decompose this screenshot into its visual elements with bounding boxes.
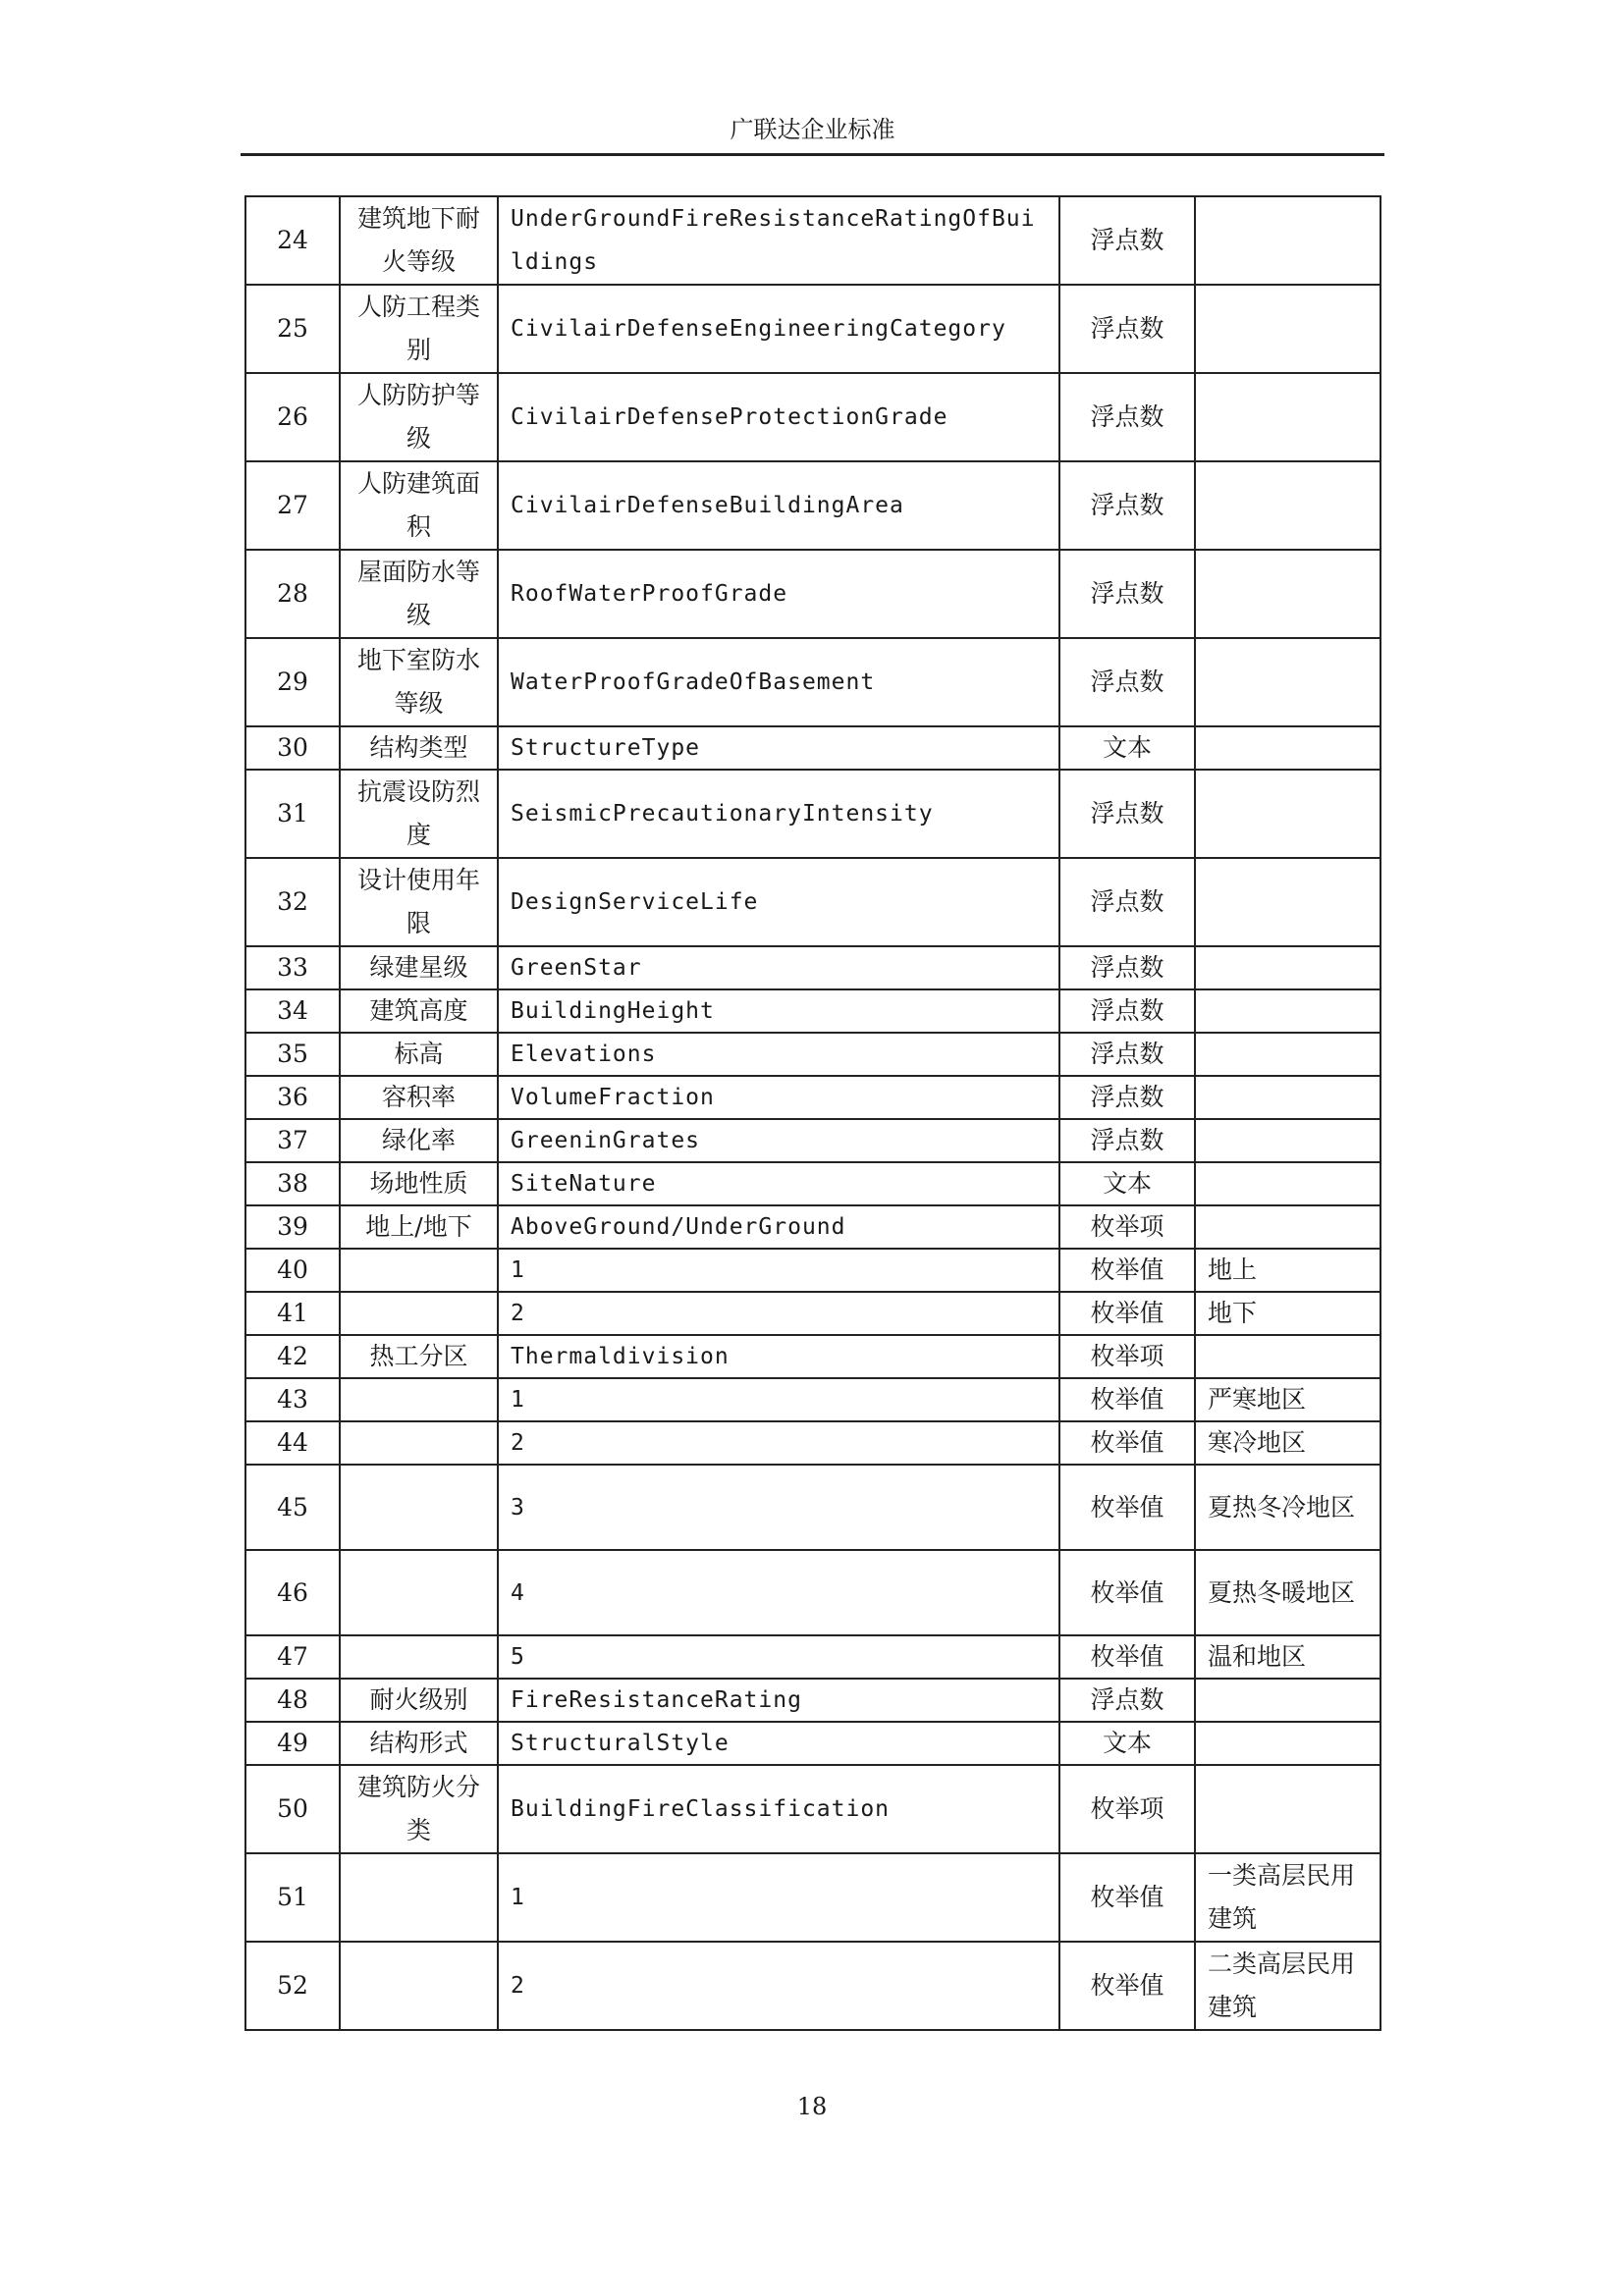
cell-english-code: AboveGround/UnderGround <box>498 1205 1059 1249</box>
table-row <box>245 1421 1380 1465</box>
cell-description <box>1195 1076 1380 1119</box>
cell-data-type: 枚举值 <box>1059 1853 1195 1942</box>
table-row <box>245 858 1380 946</box>
cell-english-code: GreenStar <box>498 946 1059 989</box>
cell-english-code: VolumeFraction <box>498 1076 1059 1119</box>
cell-chinese-name <box>340 1421 498 1465</box>
cell-number: 38 <box>245 1162 340 1205</box>
cell-chinese-name <box>340 1249 498 1292</box>
cell-chinese-name: 建筑地下耐火等级 <box>340 196 498 285</box>
table-row <box>245 1162 1380 1205</box>
cell-data-type: 枚举值 <box>1059 1635 1195 1679</box>
cell-number: 43 <box>245 1378 340 1421</box>
table-row <box>245 1722 1380 1765</box>
cell-number: 51 <box>245 1853 340 1942</box>
cell-description <box>1195 638 1380 726</box>
table-row <box>245 1679 1380 1722</box>
table-row <box>245 726 1380 770</box>
cell-data-type: 枚举值 <box>1059 1421 1195 1465</box>
cell-description <box>1195 1335 1380 1378</box>
cell-data-type: 枚举值 <box>1059 1292 1195 1335</box>
cell-description: 地下 <box>1195 1292 1380 1335</box>
cell-english-code: CivilairDefenseEngineeringCategory <box>498 285 1059 373</box>
page-header <box>241 110 1384 156</box>
table-row <box>245 1335 1380 1378</box>
cell-data-type: 浮点数 <box>1059 1076 1195 1119</box>
cell-description <box>1195 726 1380 770</box>
cell-data-type: 文本 <box>1059 1722 1195 1765</box>
cell-description: 一类高层民用建筑 <box>1195 1853 1380 1942</box>
cell-english-code: UnderGroundFireResistanceRatingOfBuildings <box>498 196 1059 285</box>
cell-chinese-name: 屋面防水等级 <box>340 550 498 638</box>
cell-number: 30 <box>245 726 340 770</box>
cell-number: 28 <box>245 550 340 638</box>
cell-data-type: 浮点数 <box>1059 1033 1195 1076</box>
cell-english-code: 5 <box>498 1635 1059 1679</box>
cell-chinese-name: 耐火级别 <box>340 1679 498 1722</box>
cell-chinese-name: 人防工程类别 <box>340 285 498 373</box>
cell-chinese-name: 场地性质 <box>340 1162 498 1205</box>
document-title: 广联达企业标准 <box>730 116 895 143</box>
cell-chinese-name: 热工分区 <box>340 1335 498 1378</box>
cell-description <box>1195 1205 1380 1249</box>
cell-chinese-name: 建筑高度 <box>340 989 498 1033</box>
cell-chinese-name <box>340 1292 498 1335</box>
cell-english-code: CivilairDefenseBuildingArea <box>498 461 1059 550</box>
cell-number: 42 <box>245 1335 340 1378</box>
cell-data-type: 浮点数 <box>1059 1679 1195 1722</box>
cell-chinese-name: 设计使用年限 <box>340 858 498 946</box>
cell-data-type: 浮点数 <box>1059 858 1195 946</box>
cell-english-code: Thermaldivision <box>498 1335 1059 1378</box>
cell-number: 47 <box>245 1635 340 1679</box>
cell-data-type: 浮点数 <box>1059 1119 1195 1162</box>
cell-chinese-name: 地下室防水等级 <box>340 638 498 726</box>
cell-number: 31 <box>245 770 340 858</box>
cell-english-code: 4 <box>498 1550 1059 1635</box>
cell-english-code: CivilairDefenseProtectionGrade <box>498 373 1059 461</box>
cell-number: 41 <box>245 1292 340 1335</box>
table-row <box>245 989 1380 1033</box>
table-row <box>245 1635 1380 1679</box>
cell-description: 温和地区 <box>1195 1635 1380 1679</box>
cell-english-code: 2 <box>498 1942 1059 2030</box>
cell-number: 34 <box>245 989 340 1033</box>
table-row <box>245 1550 1380 1635</box>
cell-chinese-name: 容积率 <box>340 1076 498 1119</box>
cell-description: 夏热冬冷地区 <box>1195 1465 1380 1550</box>
cell-number: 48 <box>245 1679 340 1722</box>
table-row <box>245 196 1380 285</box>
cell-number: 32 <box>245 858 340 946</box>
table-row <box>245 1942 1380 2030</box>
table-row <box>245 285 1380 373</box>
cell-chinese-name: 抗震设防烈度 <box>340 770 498 858</box>
cell-chinese-name <box>340 1853 498 1942</box>
cell-data-type: 浮点数 <box>1059 946 1195 989</box>
cell-number: 50 <box>245 1765 340 1853</box>
cell-chinese-name <box>340 1465 498 1550</box>
cell-english-code: DesignServiceLife <box>498 858 1059 946</box>
cell-number: 26 <box>245 373 340 461</box>
cell-number: 35 <box>245 1033 340 1076</box>
cell-chinese-name: 地上/地下 <box>340 1205 498 1249</box>
cell-chinese-name: 结构形式 <box>340 1722 498 1765</box>
table-row <box>245 1033 1380 1076</box>
cell-description <box>1195 989 1380 1033</box>
cell-number: 29 <box>245 638 340 726</box>
cell-data-type: 浮点数 <box>1059 373 1195 461</box>
cell-data-type: 浮点数 <box>1059 196 1195 285</box>
cell-description: 夏热冬暖地区 <box>1195 1550 1380 1635</box>
cell-data-type: 浮点数 <box>1059 285 1195 373</box>
attribute-table <box>244 195 1381 2031</box>
cell-english-code: Elevations <box>498 1033 1059 1076</box>
cell-number: 45 <box>245 1465 340 1550</box>
table-row <box>245 946 1380 989</box>
cell-number: 33 <box>245 946 340 989</box>
cell-number: 36 <box>245 1076 340 1119</box>
cell-description <box>1195 1119 1380 1162</box>
cell-description: 地上 <box>1195 1249 1380 1292</box>
cell-english-code: 1 <box>498 1249 1059 1292</box>
cell-number: 37 <box>245 1119 340 1162</box>
cell-data-type: 文本 <box>1059 1162 1195 1205</box>
cell-english-code: 2 <box>498 1292 1059 1335</box>
cell-english-code: BuildingHeight <box>498 989 1059 1033</box>
cell-description: 二类高层民用建筑 <box>1195 1942 1380 2030</box>
table-row <box>245 1119 1380 1162</box>
cell-number: 46 <box>245 1550 340 1635</box>
cell-chinese-name <box>340 1942 498 2030</box>
cell-english-code: StructureType <box>498 726 1059 770</box>
cell-description <box>1195 1722 1380 1765</box>
cell-description: 寒冷地区 <box>1195 1421 1380 1465</box>
page-number: 18 <box>796 2093 828 2120</box>
cell-english-code: StructuralStyle <box>498 1722 1059 1765</box>
cell-chinese-name <box>340 1378 498 1421</box>
cell-data-type: 枚举项 <box>1059 1205 1195 1249</box>
cell-data-type: 枚举值 <box>1059 1465 1195 1550</box>
cell-data-type: 枚举值 <box>1059 1378 1195 1421</box>
cell-number: 40 <box>245 1249 340 1292</box>
table-row <box>245 1292 1380 1335</box>
cell-number: 52 <box>245 1942 340 2030</box>
cell-english-code: SeismicPrecautionaryIntensity <box>498 770 1059 858</box>
table-row <box>245 373 1380 461</box>
cell-chinese-name: 结构类型 <box>340 726 498 770</box>
cell-chinese-name <box>340 1550 498 1635</box>
cell-data-type: 枚举值 <box>1059 1550 1195 1635</box>
table-row <box>245 461 1380 550</box>
cell-description <box>1195 1162 1380 1205</box>
cell-number: 25 <box>245 285 340 373</box>
cell-number: 49 <box>245 1722 340 1765</box>
cell-description <box>1195 770 1380 858</box>
cell-chinese-name: 标高 <box>340 1033 498 1076</box>
table-row <box>245 1249 1380 1292</box>
table-row <box>245 1205 1380 1249</box>
cell-english-code: RoofWaterProofGrade <box>498 550 1059 638</box>
cell-data-type: 浮点数 <box>1059 638 1195 726</box>
cell-description <box>1195 285 1380 373</box>
cell-description <box>1195 858 1380 946</box>
cell-chinese-name: 绿化率 <box>340 1119 498 1162</box>
cell-data-type: 浮点数 <box>1059 989 1195 1033</box>
cell-number: 39 <box>245 1205 340 1249</box>
cell-number: 24 <box>245 196 340 285</box>
cell-number: 44 <box>245 1421 340 1465</box>
cell-description <box>1195 373 1380 461</box>
cell-data-type: 枚举值 <box>1059 1249 1195 1292</box>
cell-english-code: 3 <box>498 1465 1059 1550</box>
cell-english-code: 1 <box>498 1378 1059 1421</box>
table-row <box>245 550 1380 638</box>
cell-chinese-name: 绿建星级 <box>340 946 498 989</box>
cell-english-code: 1 <box>498 1853 1059 1942</box>
cell-data-type: 文本 <box>1059 726 1195 770</box>
table-row <box>245 1465 1380 1550</box>
cell-description <box>1195 1765 1380 1853</box>
cell-data-type: 枚举项 <box>1059 1765 1195 1853</box>
cell-chinese-name <box>340 1635 498 1679</box>
cell-english-code: 2 <box>498 1421 1059 1465</box>
cell-english-code: BuildingFireClassification <box>498 1765 1059 1853</box>
cell-data-type: 枚举值 <box>1059 1942 1195 2030</box>
cell-description <box>1195 196 1380 285</box>
attribute-table-container <box>244 195 1380 2031</box>
cell-description <box>1195 1033 1380 1076</box>
cell-data-type: 浮点数 <box>1059 770 1195 858</box>
cell-description <box>1195 1679 1380 1722</box>
table-row <box>245 1765 1380 1853</box>
table-body <box>245 196 1380 2030</box>
cell-english-code: FireResistanceRating <box>498 1679 1059 1722</box>
cell-chinese-name: 人防防护等级 <box>340 373 498 461</box>
table-row <box>245 1378 1380 1421</box>
cell-description <box>1195 461 1380 550</box>
cell-data-type: 浮点数 <box>1059 550 1195 638</box>
cell-english-code: WaterProofGradeOfBasement <box>498 638 1059 726</box>
table-row <box>245 1076 1380 1119</box>
cell-description <box>1195 550 1380 638</box>
cell-chinese-name: 人防建筑面积 <box>340 461 498 550</box>
cell-description <box>1195 946 1380 989</box>
cell-data-type: 浮点数 <box>1059 461 1195 550</box>
table-row <box>245 638 1380 726</box>
cell-english-code: GreeninGrates <box>498 1119 1059 1162</box>
table-row <box>245 770 1380 858</box>
cell-chinese-name: 建筑防火分类 <box>340 1765 498 1853</box>
table-row <box>245 1853 1380 1942</box>
cell-number: 27 <box>245 461 340 550</box>
cell-english-code: SiteNature <box>498 1162 1059 1205</box>
cell-description: 严寒地区 <box>1195 1378 1380 1421</box>
cell-data-type: 枚举项 <box>1059 1335 1195 1378</box>
